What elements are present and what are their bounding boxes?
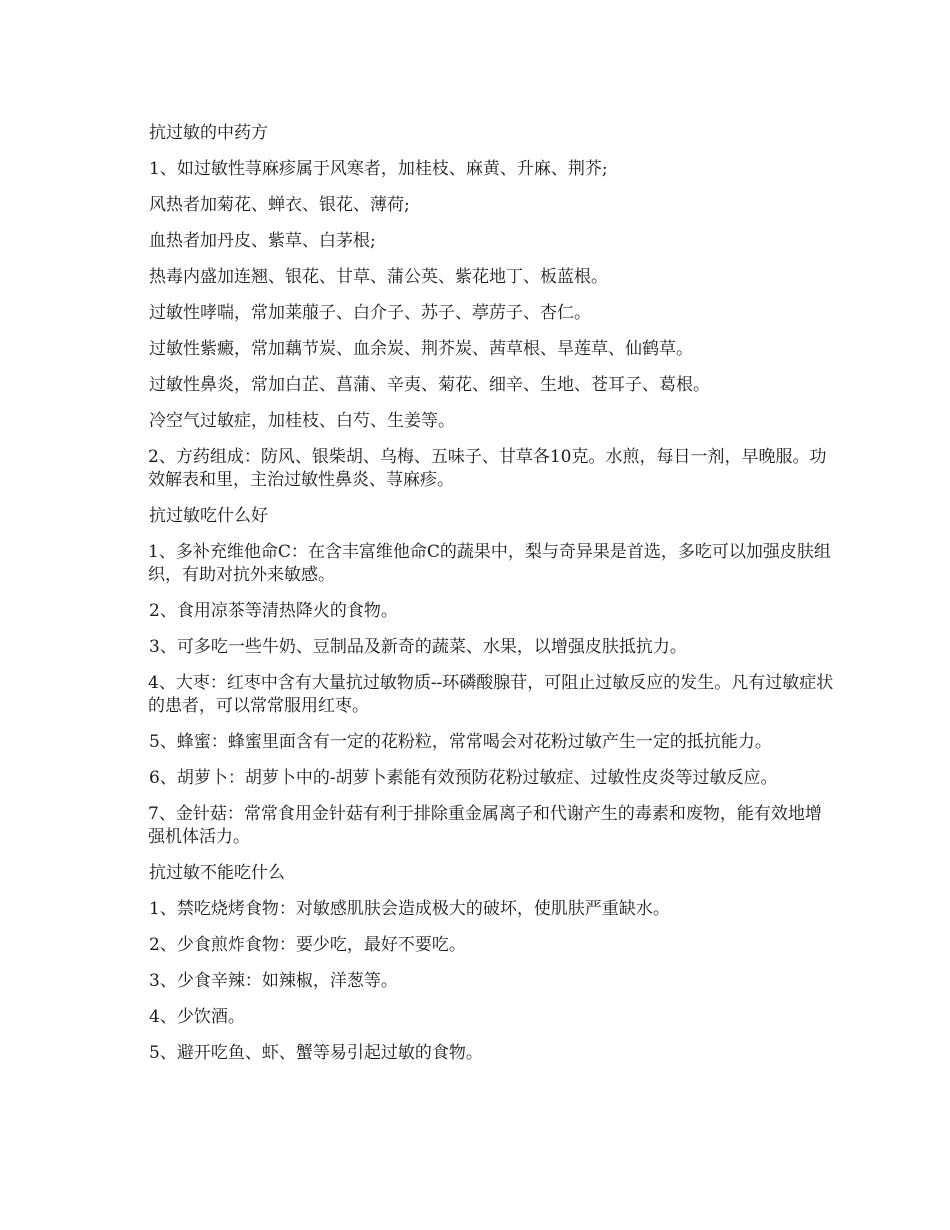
paragraph: 2、少食煎炸食物：要少吃，最好不要吃。 [149,935,466,955]
paragraph: 血热者加丹皮、紫草、白茅根; [149,231,376,251]
paragraph: 风热者加菊花、蝉衣、银花、薄荷; [149,195,410,215]
paragraph: 4、大枣：红枣中含有大量抗过敏物质--环磷酸腺苷，可阻止过敏反应的发生。凡有过敏症状的患者，可以常常服用红枣。 [148,673,834,716]
paragraph: 1、多补充维他命C：在含丰富维他命C的蔬果中，梨与奇异果是首选，多吃可以加强皮肤组织，有助对抗外来敏感。 [148,542,831,585]
paragraph: 热毒内盛加连翘、银花、甘草、蒲公英、紫花地丁、板蓝根。 [149,267,608,287]
section-heading-what-not-to-eat: 抗过敏不能吃什么 [149,863,285,883]
paragraph: 3、可多吃一些牛奶、豆制品及新奇的蔬菜、水果，以增强皮肤抵抗力。 [149,637,687,657]
paragraph: 5、避开吃鱼、虾、蟹等易引起过敏的食物。 [149,1043,483,1063]
paragraph: 5、蜂蜜：蜂蜜里面含有一定的花粉粒，常常喝会对花粉过敏产生一定的抵抗能力。 [149,732,772,752]
paragraph: 过敏性哮喘，常加莱菔子、白介子、苏子、葶苈子、杏仁。 [149,303,591,323]
paragraph: 1、如过敏性荨麻疹属于风寒者，加桂枝、麻黄、升麻、荆芥; [149,159,608,179]
paragraph: 4、少饮酒。 [149,1007,245,1027]
paragraph: 过敏性鼻炎，常加白芷、菖蒲、辛夷、菊花、细辛、生地、苍耳子、葛根。 [149,375,710,395]
document-body [149,122,834,1078]
paragraph: 过敏性紫癜，常加藕节炭、血余炭、荆芥炭、茜草根、旱莲草、仙鹤草。 [149,339,693,359]
paragraph: 2、方药组成：防风、银柴胡、乌梅、五味子、甘草各10克。水煎，每日一剂，早晚服。功效解表和里，主治过敏性鼻炎、荨麻疹。 [148,447,827,490]
paragraph: 7、金针菇：常常食用金针菇有利于排除重金属离子和代谢产生的毒素和废物，能有效地增强机体活力。 [148,804,822,847]
paragraph: 2、食用凉茶等清热降火的食物。 [149,601,398,621]
section-heading-herbal-remedies: 抗过敏的中药方 [149,123,268,143]
paragraph: 3、少食辛辣：如辣椒，洋葱等。 [149,971,398,991]
paragraph: 1、禁吃烧烤食物：对敏感肌肤会造成极大的破坏，使肌肤严重缺水。 [149,899,670,919]
section-heading-what-to-eat: 抗过敏吃什么好 [149,506,268,526]
paragraph: 冷空气过敏症，加桂枝、白芍、生姜等。 [149,411,455,431]
paragraph: 6、胡萝卜：胡萝卜中的-胡萝卜素能有效预防花粉过敏症、过敏性皮炎等过敏反应。 [149,768,778,788]
